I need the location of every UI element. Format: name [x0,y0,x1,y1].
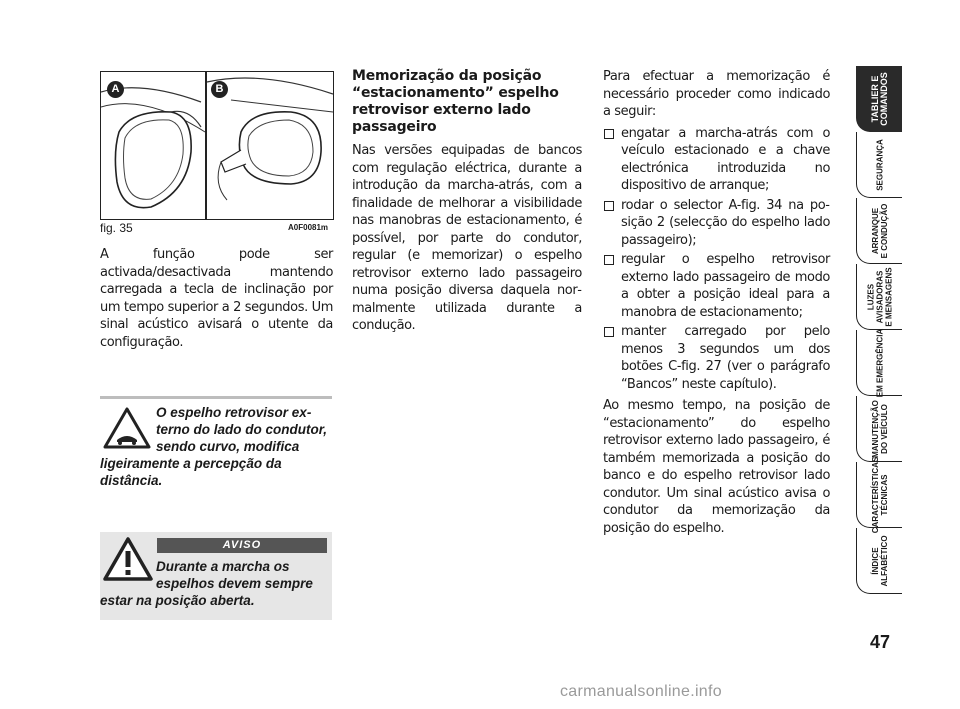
tab-label: LUZES AVISADORAS E MENSAGENS [866,267,894,327]
section-heading: Memorização da posição “estacionamento” espelho retrovisor externo lado passageiro [352,68,559,135]
col3-intro: Para efectuar a memorização é necessário proceder como indicado a seguir: [603,69,830,119]
col2-paragraph: Nas versões equipadas de bancos com regulação eléctrica, durante a introdução da marcha-atrás, com a finalidade de melhorar a visibilidade nas manobras de estacionamento, é possível, por parte do condutor, regular (e memorizar) o espelho retrovisor externo lado passageiro numa posição diversa daquela normalmente utilizada durante a condução. [352,143,582,333]
chapter-sidebar [856,0,960,709]
figure-code: A0F0081m [288,223,329,232]
tab-label: CARACTERÍSTICAS TÉCNICAS [871,456,889,534]
tab-manutencao[interactable] [856,396,902,462]
column-3 [603,68,830,537]
tab-label: TABLIER E COMANDOS [870,72,889,126]
tab-label: EM EMERGÊNCIA [875,328,885,398]
list-item: engatar a marcha-atrás com o veículo estacionado e a chave electrónica introduzida no dispositivo de arranque; [603,125,830,195]
tab-arranque-conducao[interactable] [856,198,902,264]
tab-luzes-avisadoras[interactable] [856,264,902,330]
tab-caracteristicas[interactable] [856,456,902,534]
tab-label: SEGURANÇA [875,139,885,191]
col3-outro: Ao mesmo tempo, na posição de “estacionamento” do espelho retrovisor externo lado passageiro, é também memorizada a posição do banco e do espelho retrovisor lado condutor. Um sinal acústico avisa o condutor da memorização da posição do espelho. [603,398,830,536]
tab-label: ÍNDICE ALFABÉTICO [871,535,889,587]
watermark: carmanualsonline.info [560,683,722,700]
col1-paragraph: A função pode ser activada/desactivada mantendo carregada a tecla de inclinação por um tempo superior a 2 segundos. Um sinal acústico avisará o utente da configuração. [100,247,333,350]
tab-seguranca[interactable] [856,132,902,198]
list-item: rodar o selector A-fig. 34 na posição 2 (selecção do espelho lado passageiro); [603,197,830,250]
figure-caption: fig. 35 [100,221,133,235]
warning-top-rule [100,396,332,399]
warning-text: O espelho retrovisor externo do lado do condutor, sendo curvo, modifica ligeiramente a percepção da distância. [100,405,327,488]
figure-35 [100,71,334,220]
list-item: regular o espelho retrovisor externo lado passageiro de modo a obter a posição ideal para a manobra de estacionamento; [603,251,830,321]
list-item: manter carregado por pelo menos 3 segundos um dos botões C-fig. 27 (ver o parágrafo “Bancos” neste capítulo). [603,323,830,393]
tab-indice[interactable] [856,528,902,594]
figure-divider [205,72,207,219]
warning-box [100,396,332,493]
column-2 [352,68,582,335]
tab-label: ARRANQUE E CONDUÇÃO [871,203,889,259]
aviso-box [100,532,332,620]
page-number: 47 [869,632,891,652]
tab-label: MANUTENÇÃO DO VEÍCULO [871,400,889,458]
figure-label-b: B [211,81,228,98]
tab-em-emergencia[interactable] [856,330,902,396]
figure-label-a: A [107,81,124,98]
tab-tablier-comandos[interactable] [856,66,902,132]
aviso-title: AVISO [157,538,327,553]
aviso-text: Durante a marcha os espelhos devem sempre estar na posição aberta. [100,559,313,608]
